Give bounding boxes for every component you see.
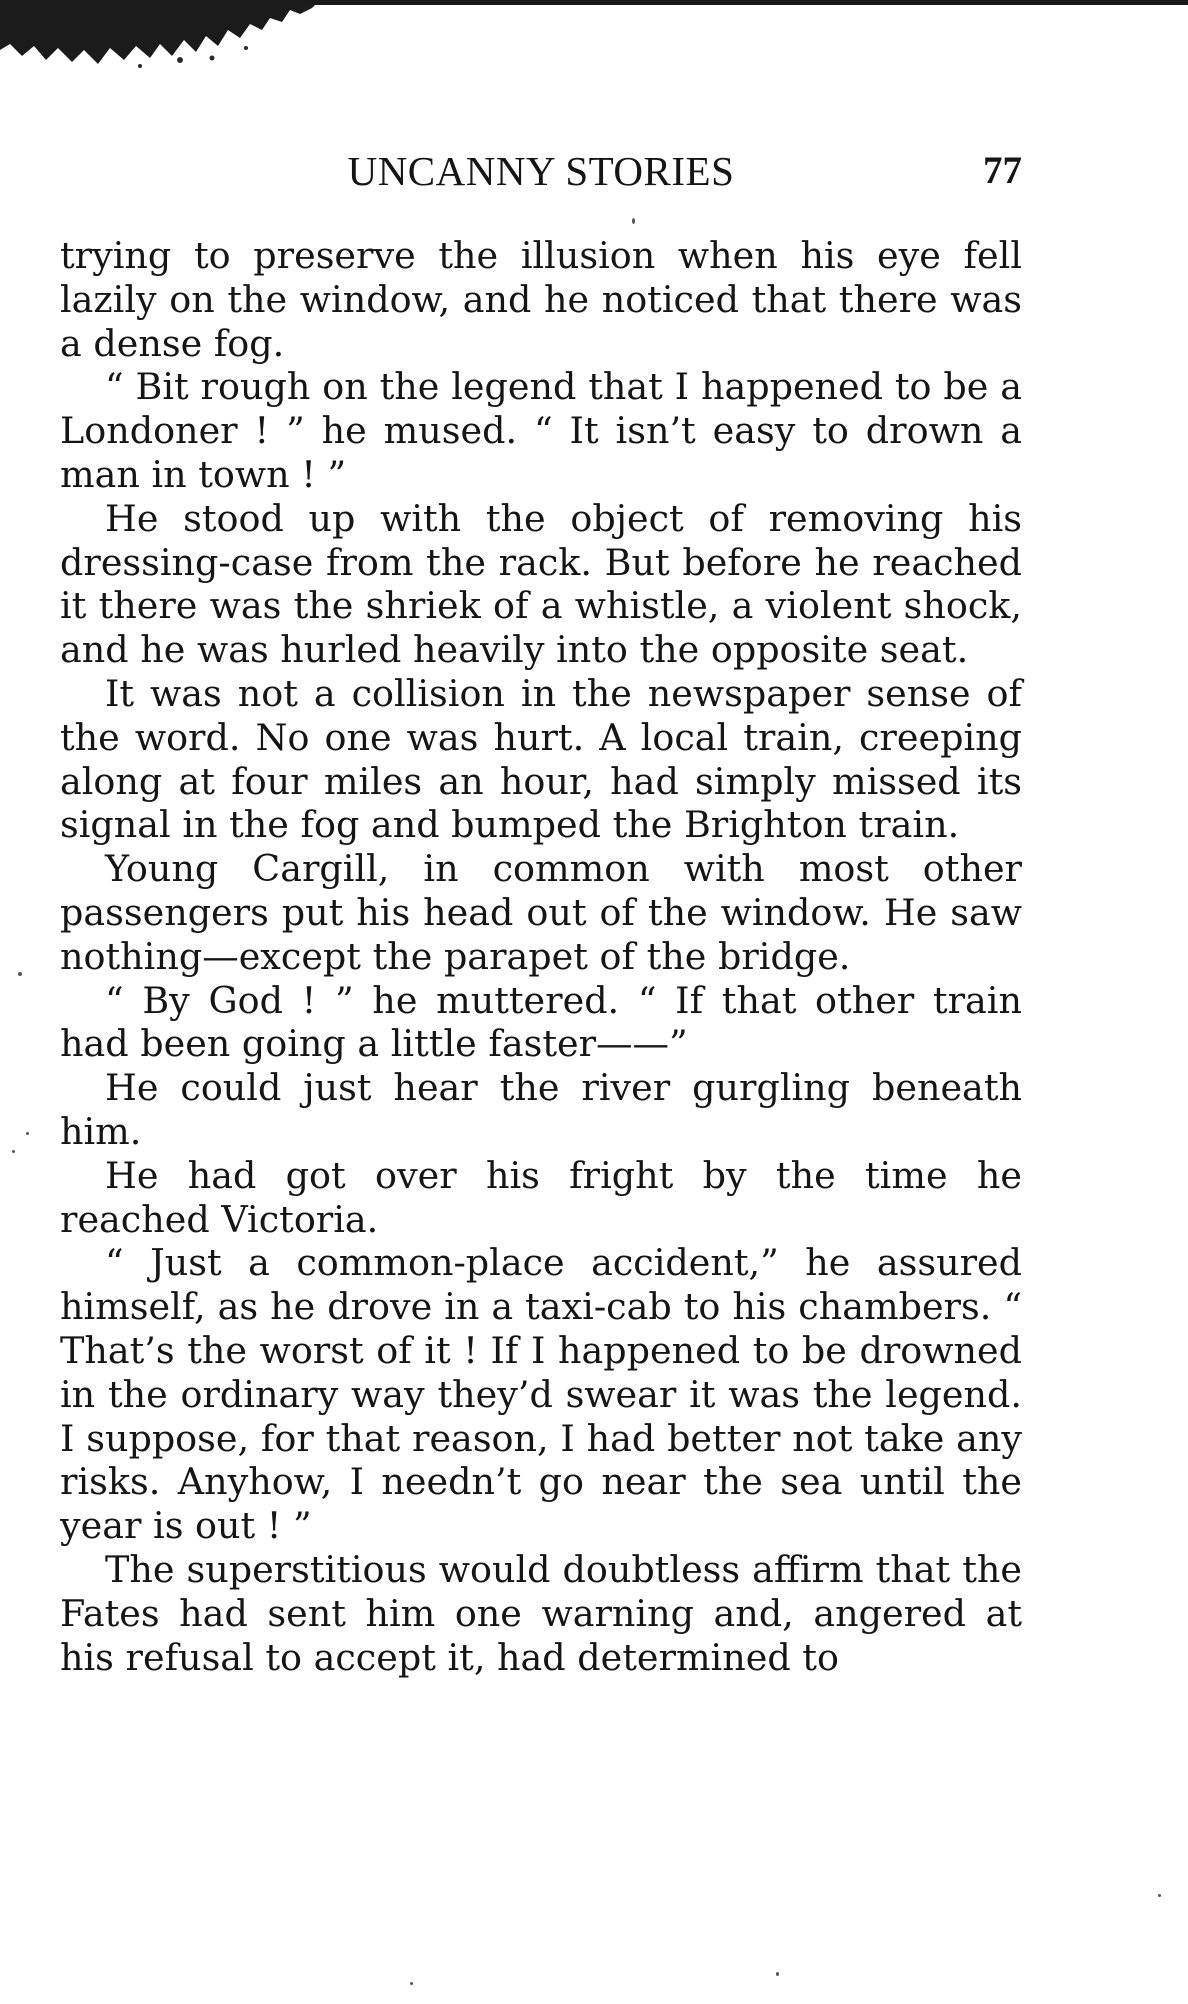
- page-number: 77: [983, 149, 1022, 192]
- paragraph: “ Just a common-place accident,” he assured himself, as he drove in a taxi-cab to his chambers. “ That’s the worst of it ! If I happened to be drowned in the ordinary way they’d swear it was the legend. I suppose, for that reason, I had better not take any risks. Anyhow, I needn’t go near the sea until the year is out ! ”: [60, 1241, 1022, 1548]
- paragraph: The superstitious would doubtless affirm that the Fates had sent him one warning and, angered at his refusal to accept it, had determined to: [60, 1547, 1022, 1679]
- scan-speck: [18, 972, 22, 976]
- paragraph: It was not a collision in the newspaper sense of the word. No one was hurt. A local train, creeping along at four miles an hour, had simply missed its signal in the fog and bumped the Brighton train.: [60, 671, 1022, 847]
- paragraph: He could just hear the river gurgling beneath him.: [60, 1066, 1022, 1153]
- scan-speck: [776, 1972, 779, 1976]
- scan-speck: [26, 1132, 29, 1135]
- paragraph: “ Bit rough on the legend that I happened to be a Londoner ! ” he mused. “ It isn’t easy to drown a man in town ! ”: [60, 365, 1022, 496]
- body-text: [60, 234, 1022, 1679]
- scan-speck: [410, 1982, 413, 1985]
- scan-speck: [632, 218, 635, 224]
- paragraph: Young Cargill, in common with most other passengers put his head out of the window. He saw nothing—except the parapet of the bridge.: [60, 847, 1022, 978]
- paragraph: He had got over his fright by the time he reached Victoria.: [60, 1153, 1022, 1241]
- paragraph: “ By God ! ” he muttered. “ If that other train had been going a little faster——”: [60, 978, 1022, 1066]
- scan-speck: [12, 1150, 15, 1153]
- paragraph: He stood up with the object of removing his dressing-case from the rack. But before he reached it there was the shriek of a whistle, a violent shock, and he was hurled heavily into the opposite seat.: [60, 496, 1022, 672]
- scan-speck: [1158, 1894, 1161, 1897]
- running-title: UNCANNY STORIES: [347, 148, 735, 194]
- paragraph: trying to preserve the illusion when his eye fell lazily on the window, and he noticed that there was a dense fog.: [60, 234, 1022, 365]
- running-head: [60, 146, 1022, 196]
- scan-ink-smudge: [0, 0, 320, 70]
- top-edge-rule: [300, 0, 1188, 5]
